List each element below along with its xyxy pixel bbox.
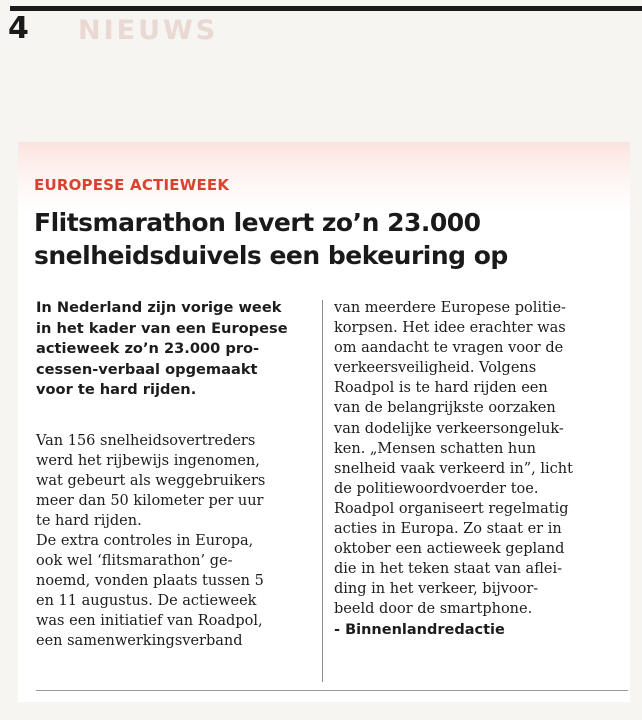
body-line: ken. „Mensen schatten hun [334, 440, 536, 457]
body-line: Roadpol is te hard rijden een [334, 380, 548, 397]
body-line: meer dan 50 kilometer per uur [36, 492, 264, 509]
intro-line: in het kader van een Europese [36, 319, 288, 337]
article-kicker: EUROPESE ACTIEWEEK [34, 176, 230, 194]
body-line: een samenwerkingsverband [36, 633, 243, 650]
body-line: van de belangrijkste oorzaken [334, 400, 556, 417]
page-number: 4 [8, 11, 29, 46]
body-line: ding in het verkeer, bijvoor- [334, 581, 539, 598]
body-line: te hard rijden. [36, 512, 142, 529]
body-line: oktober een actieweek gepland [334, 541, 565, 558]
body-line: verkeersveiligheid. Volgens [334, 360, 537, 377]
body-line: beeld door de smartphone. [334, 601, 533, 618]
body-line: was een initiatief van Roadpol, [36, 613, 263, 630]
column-divider [322, 300, 323, 682]
top-rule [10, 6, 642, 11]
intro-line: voor te hard rijden. [36, 381, 197, 398]
body-line: wat gebeurt als weggebruikers [36, 472, 266, 489]
article-intro [36, 298, 314, 401]
body-line: van dodelijke verkeersongeluk- [334, 420, 564, 437]
intro-line: In Nederland zijn vorige week [36, 299, 282, 316]
body-line: korpsen. Het idee erachter was [334, 320, 566, 337]
body-line: acties in Europa. Zo staat er in [334, 521, 562, 538]
body-line: ook wel ‘flitsmarathon’ ge- [36, 553, 233, 570]
body-line: de politiewoordvoerder toe. [334, 480, 539, 497]
body-line: die in het teken staat van aflei- [334, 561, 562, 578]
body-line: om aandacht te vragen voor de [334, 340, 564, 357]
body-line: snelheid vaak verkeerd in”, licht [334, 460, 573, 477]
intro-line: actieweek zo’n 23.000 pro- [36, 340, 260, 357]
intro-line: cessen-verbaal opgemaakt [36, 360, 258, 378]
body-left [36, 431, 314, 652]
article-byline: - Binnenlandredactie [334, 621, 505, 638]
bottom-rule [36, 690, 628, 691]
body-line: noemd, vonden plaats tussen 5 [36, 573, 264, 590]
headline-line: Flitsmarathon levert zo’n 23.000 [34, 208, 481, 237]
column-right [334, 298, 630, 640]
headline-line: snelheidsduivels een bekeuring op [34, 241, 508, 270]
body-line: De extra controles in Europa, [36, 532, 254, 549]
body-line: Van 156 snelheidsovertreders [36, 432, 256, 449]
body-line: Roadpol organiseert regelmatig [334, 500, 569, 517]
body-line: werd het rijbewijs ingenomen, [36, 452, 260, 469]
body-line: van meerdere Europese politie- [334, 300, 566, 316]
body-line: en 11 augustus. De actieweek [36, 593, 257, 610]
article-headline [34, 206, 624, 272]
column-left [36, 298, 314, 652]
section-label: NIEUWS [78, 15, 219, 46]
